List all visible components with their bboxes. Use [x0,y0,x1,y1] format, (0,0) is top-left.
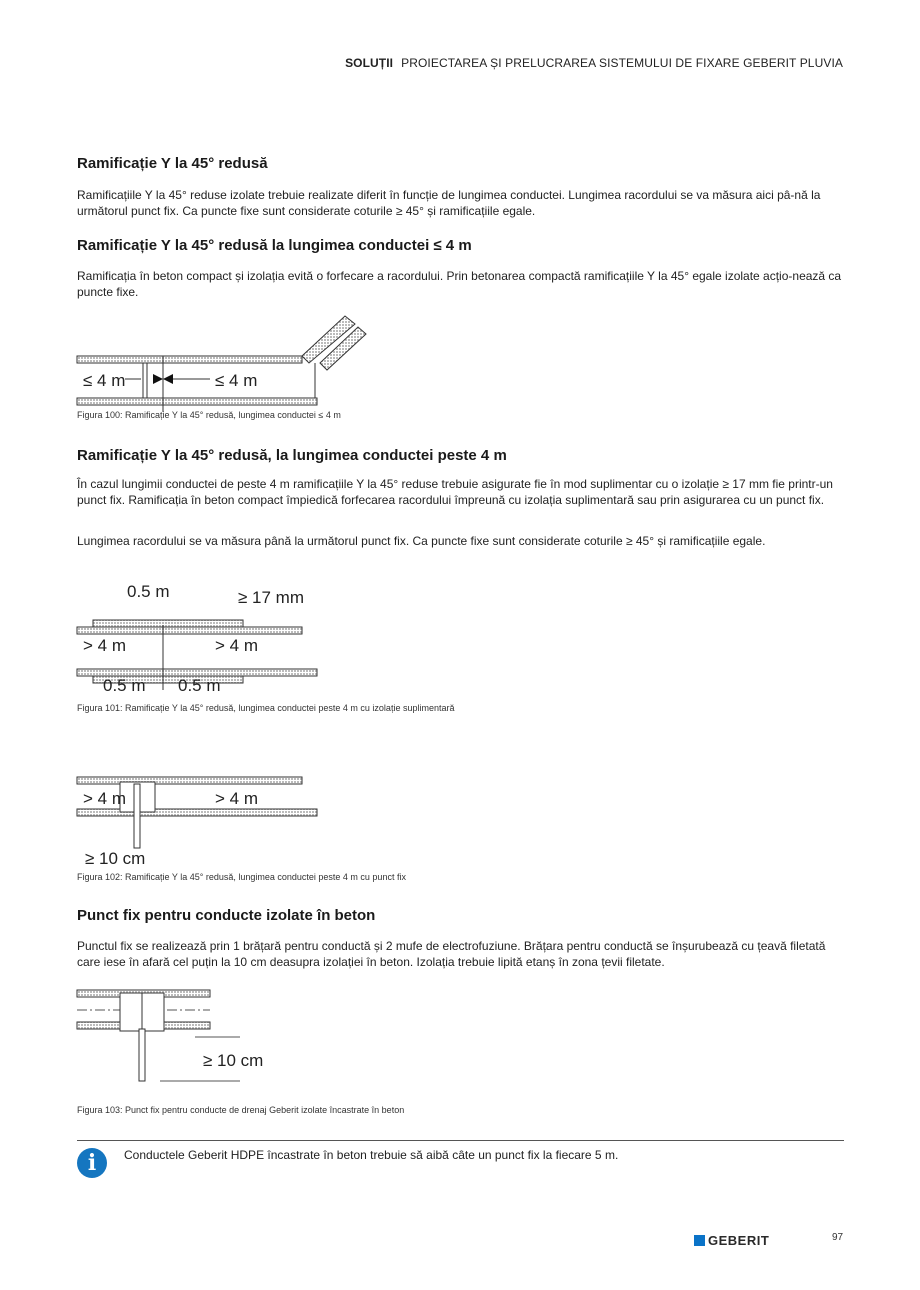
section-heading: Punct fix pentru conducte izolate în beton [77,907,376,924]
figure-caption: Figura 100: Ramificație Y la 45° redusă, lungimea conductei ≤ 4 m [77,410,341,420]
logo-square-icon [694,1235,705,1246]
figure-caption: Figura 101: Ramificație Y la 45° redusă, lungimea conductei peste 4 m cu izolație suplimentară [77,703,455,713]
section-paragraph: În cazul lungimii conductei de peste 4 m ramificațiile Y la 45° reduse trebuie asigurate fie în mod suplimentar cu o izolație ≥ 17 mm fie printr-un punct fix. Ramificația în beton compact împiedică forfecarea racordului împreună cu izolația suplimentară sau prin asigurarea cu un punct fix. [77,477,833,507]
figure-103-label-rod: ≥ 10 cm [203,1051,264,1070]
section-paragraph: Punctul fix se realizează prin 1 brățară pentru conductă și 2 mufe de electrofuziune. Brățara pentru conductă se înșurubează cu țeavă filetată care iese în afară cel puțin la 10 cm deasupra izolației în beton. Izolația trebuie lipită etanș în zona țevii filetate. [77,939,826,969]
section-heading: Ramificație Y la 45° redusă, la lungimea conductei peste 4 m [77,447,507,464]
info-icon: i [77,1148,107,1178]
section-heading: Ramificație Y la 45° redusă la lungimea conductei ≤ 4 m [77,237,472,254]
figure-103-diagram [75,985,295,1095]
figure-102-label-right: > 4 m [215,789,258,808]
figure-100-diagram [75,312,395,412]
figure-102-label-rod: ≥ 10 cm [85,849,146,868]
figure-100-label-left: ≤ 4 m [83,371,126,390]
brand-logo [694,1233,769,1248]
section-paragraph: Ramificația în beton compact și izolația evită o forfecare a racordului. Prin betonarea compactă ramificațiile Y la 45° egale izolate acțio-nează ca puncte fixe. [77,269,842,299]
figure-101-label-right: > 4 m [215,636,258,655]
figure-101-label-bottom-left: 0.5 m [103,676,146,695]
figure-caption: Figura 102: Ramificație Y la 45° redusă, lungimea conductei peste 4 m cu punct fix [77,872,406,882]
figure-caption: Figura 103: Punct fix pentru conducte de drenaj Geberit izolate încastrate în beton [77,1105,405,1115]
divider [77,1140,844,1141]
figure-101-label-branch: 0.5 m [127,582,170,601]
figure-100-label-right: ≤ 4 m [215,371,258,390]
section-paragraph: Lungimea racordului se va măsura până la următorul punct fix. Ca puncte fixe sunt considerate coturile ≥ 45° și ramificațiile egale. [77,534,766,548]
page-header [0,56,843,70]
figure-102-label-left: > 4 m [83,789,126,808]
figure-101-label-left: > 4 m [83,636,126,655]
section-paragraph: Ramificațiile Y la 45° reduse izolate trebuie realizate diferit în funcție de lungimea conductei. Lungimea racordului se va măsura aici pâ-nă la următorul punct fix. Ca puncte fixe sunt considerate coturile ≥ 45° și ramificațiile egale. [77,188,821,218]
section-heading: Ramificație Y la 45° redusă [77,155,268,172]
figure-101-diagram [75,565,395,695]
brand-name: GEBERIT [708,1233,770,1248]
header-title: PROIECTAREA ȘI PRELUCRAREA SISTEMULUI DE FIXARE GEBERIT PLUVIA [401,56,843,70]
figure-102-diagram [75,730,395,870]
page-number: 97 [832,1232,844,1243]
header-section: SOLUȚII [345,56,394,70]
note-text: Conductele Geberit HDPE încastrate în beton trebuie să aibă câte un punct fix la fiecare 5 m. [124,1148,619,1162]
figure-101-label-insulation: ≥ 17 mm [238,588,305,607]
figure-101-label-bottom-right: 0.5 m [178,676,221,695]
